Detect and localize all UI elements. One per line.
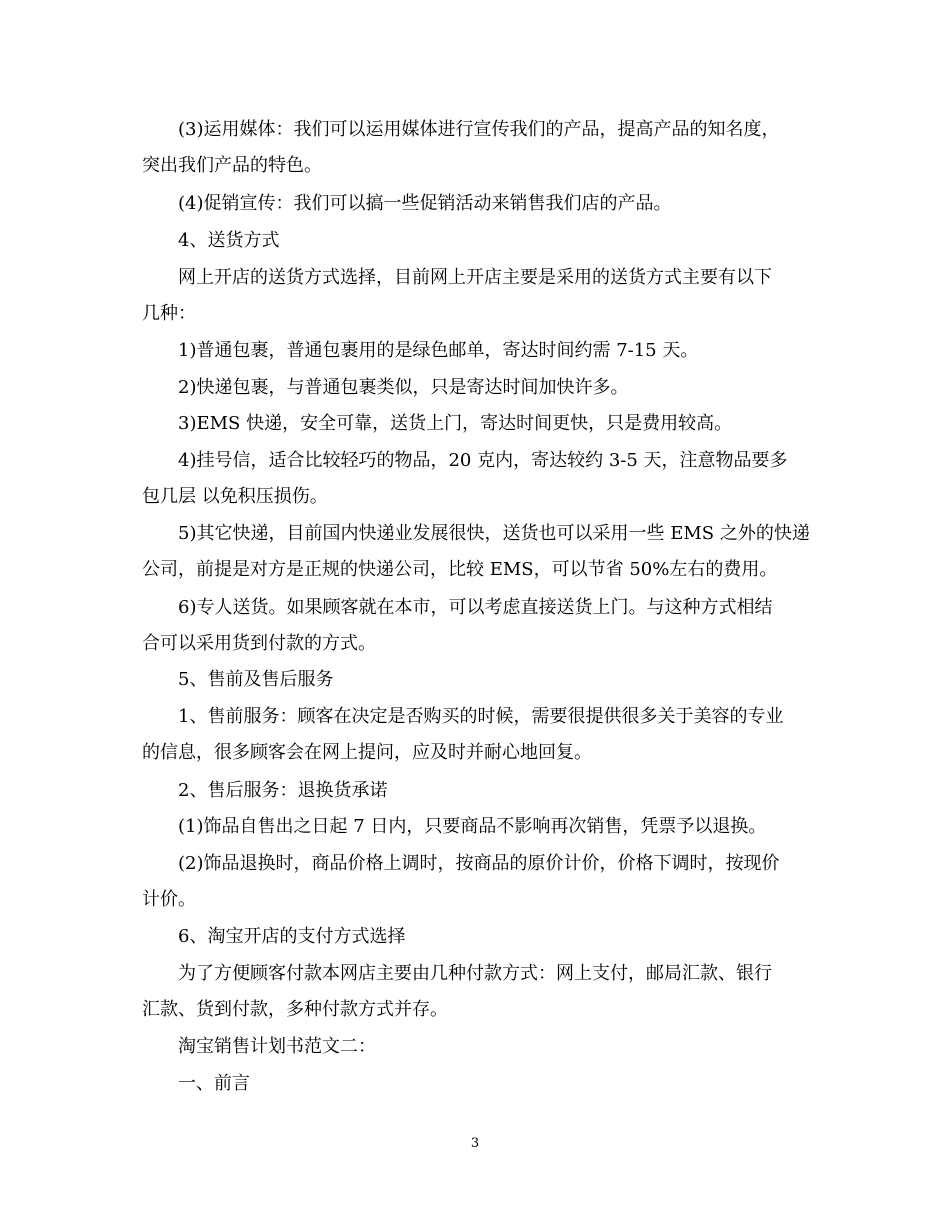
- paragraph-line: 2、售后服务：退换货承诺: [178, 780, 388, 801]
- section-heading: 一、前言: [178, 1073, 250, 1094]
- list-item: 4)挂号信，适合比较轻巧的物品，20 克内，寄达较约 3-5 天，注意物品要多: [178, 450, 788, 471]
- subtitle-line: 淘宝销售计划书范文二：: [178, 1036, 376, 1057]
- paragraph-line: (4)促销宣传：我们可以搞一些促销活动来销售我们店的产品。: [178, 193, 672, 214]
- list-item-continuation: 包几层 以免积压损伤。: [142, 486, 328, 507]
- section-heading: 5、售前及售后服务: [178, 669, 334, 690]
- paragraph-line: 为了方便顾客付款本网店主要由几种付款方式：网上支付，邮局汇款、银行: [178, 963, 772, 984]
- list-item: 6)专人送货。如果顾客就在本市，可以考虑直接送货上门。与这种方式相结: [178, 597, 773, 618]
- list-item: (1)饰品自售出之日起 7 日内，只要商品不影响再次销售，凭票予以退换。: [178, 816, 767, 837]
- paragraph-line: 汇款、货到付款，多种付款方式并存。: [142, 999, 448, 1020]
- paragraph-line: (3)运用媒体：我们可以运用媒体进行宣传我们的产品，提高产品的知名度，: [178, 119, 780, 140]
- page-number: 3: [470, 1136, 480, 1151]
- list-item: (2)饰品退换时，商品价格上调时，按商品的原价计价，价格下调时，按现价: [178, 853, 780, 874]
- paragraph-line: 1、售前服务：顾客在决定是否购买的时候，需要很提供很多关于美容的专业: [178, 706, 784, 727]
- list-item: 3)EMS 快递，安全可靠，送货上门，寄达时间更快，只是费用较高。: [178, 413, 733, 434]
- paragraph-line: 网上开店的送货方式选择，目前网上开店主要是采用的送货方式主要有以下: [178, 267, 772, 288]
- section-heading: 6、淘宝开店的支付方式选择: [178, 926, 406, 947]
- paragraph-line: 的信息，很多顾客会在网上提问，应及时并耐心地回复。: [142, 742, 592, 763]
- list-item: 1)普通包裹，普通包裹用的是绿色邮单，寄达时间约需 7-15 天。: [178, 340, 699, 361]
- list-item: 2)快递包裹，与普通包裹类似，只是寄达时间加快许多。: [178, 377, 629, 398]
- section-heading: 4、送货方式: [178, 230, 280, 251]
- list-item: 5)其它快递，目前国内快递业发展很快，送货也可以采用一些 EMS 之外的快递: [178, 523, 810, 544]
- paragraph-line: 几种：: [142, 303, 196, 324]
- paragraph-line: 突出我们产品的特色。: [142, 155, 322, 176]
- list-item-continuation: 公司，前提是对方是正规的快递公司，比较 EMS，可以节省 50%左右的费用。: [142, 559, 778, 580]
- list-item-continuation: 计价。: [142, 889, 196, 910]
- list-item-continuation: 合可以采用货到付款的方式。: [142, 633, 376, 654]
